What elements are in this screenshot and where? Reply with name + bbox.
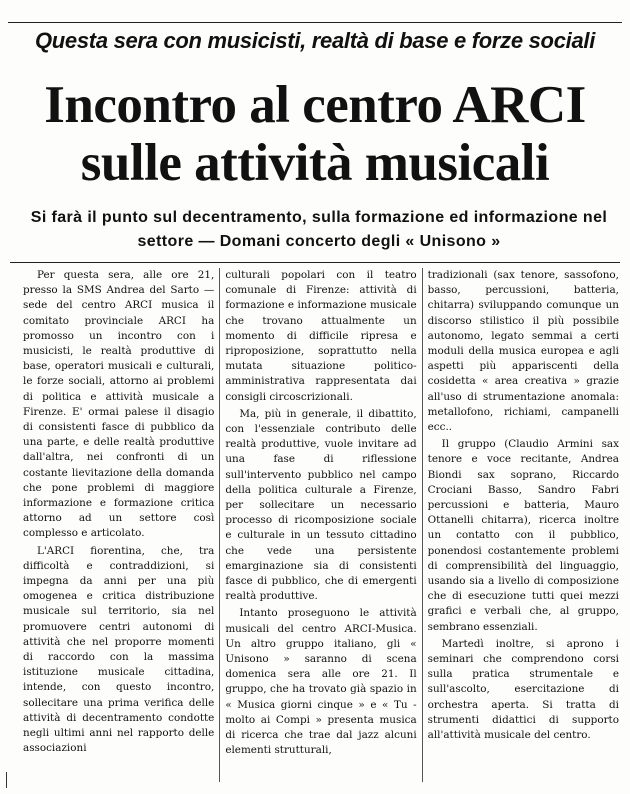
column-1 <box>18 268 219 782</box>
top-rule <box>8 22 622 23</box>
paragraph: L'ARCI fiorentina, che, tra difficoltà e contraddizioni, si impegna da anni per una più omogenea e critica distribuzione musicale sul territorio, sia nel promuovere centri autonomi di attività che nel proporre momenti di raccordo con la massima istituzione musicale cittadina, intende, con questo incontro, sollecitare una prima verifica delle attività di decentramento condotte negli ultimi anni nel rapporto delle associazioni <box>23 544 215 755</box>
paragraph: Ma, più in generale, il dibattito, con l'essenziale contributo delle realtà produttive, vuole invitare ad una fase di riflessione sull'intervento pubblico nel campo della politica culturale a Firenze, per sollecitare un necessario processo di ricomposizione sociale e culturale in un tessuto cittadino che vede una persistente emarginazione sia di consistenti fasce di pubblico, che di emergenti realtà produttive. <box>225 407 417 603</box>
headline-line-2: sulle attività musicali <box>80 134 550 192</box>
article-body <box>18 268 624 782</box>
column-2 <box>219 268 421 782</box>
paragraph: Per questa sera, alle ore 21, presso la SMS Andrea del Sarto — sede del centro ARCI musica il comitato provinciale ARCI ha promosso un incontro con i musicisti, le realtà produttive di base, operatori musicali e culturali, le forze sociali, attorno ai problemi di politica e attività musicale a Firenze. E' ormai palese il disagio di consistenti fasce di pubblico da una parte, e delle realtà produttive dall'altra, nei confronti di un costante lievitazione della domanda che pone problemi di maggiore informazione e formazione critica attorno ad un settore così complesso e articolato. <box>23 269 215 540</box>
paragraph: tradizionali (sax tenore, sassofono, basso, percussioni, batteria, chitarra) sviluppando comunque un discorso stilistico il più possibile autonomo, legato semmai a certi moduli della musica europea e agli aspetti più appariscenti della cosidetta « area creativa » grazie all'uso di strumentazione anomala: metallofono, richiami, campanelli ecc.. <box>427 269 619 434</box>
paragraph: Intanto proseguono le attività musicali del centro ARCI-Musica. Un altro gruppo italiano, gli « Unisono » saranno di scena domenica sera alle ore 21. Il gruppo, che ha trovato già spazio in « Musica giorni cinque » e « Tu - molto ai Compi » presenta musica di ricerca che trae dal jazz alcuni elementi strutturali, <box>225 607 417 757</box>
paragraph: Martedì inoltre, si aprono i seminari che comprendono corsi sulla pratica strumentale e sull'ascolto, esercitazione di orchestra aperta. Si tratta di strumenti didattici di supporto all'attività musicale del centro. <box>427 637 619 742</box>
headline <box>0 76 630 192</box>
headline-line-1: Incontro al centro ARCI <box>44 76 586 134</box>
subheadline: Si farà il punto sul decentramento, sulla formazione ed informazione nel settore — Domani concerto degli « Unisono » <box>30 209 608 250</box>
section-rule <box>10 262 620 263</box>
column-3 <box>422 268 624 782</box>
paragraph: culturali popolari con il teatro comunale di Firenze: attività di formazione e informazione musicale che trovano attualmente un momento di difficile ripresa e riproposizione, soprattutto nella mutata situazione politico-amministrativa rappresentata dai consigli circoscrizionali. <box>225 269 417 403</box>
kicker: Questa sera con musicisti, realtà di base e forze sociali <box>34 28 596 53</box>
margin-mark <box>6 772 7 788</box>
paragraph: Il gruppo (Claudio Armini sax tenore e voce recitante, Andrea Biondi sax soprano, Riccardo Crociani Basso, Sandro Fabri percussioni e batteria, Mauro Ottanelli chitarra), ricerca inoltre un contatto con il pubblico, ponendosi costantemente problemi di comprensibilità del linguaggio, usando sia a livello di composizione che di esecuzione tutti quei mezzi grafici e verbali che, al gruppo, sembrano essenziali. <box>427 438 619 633</box>
